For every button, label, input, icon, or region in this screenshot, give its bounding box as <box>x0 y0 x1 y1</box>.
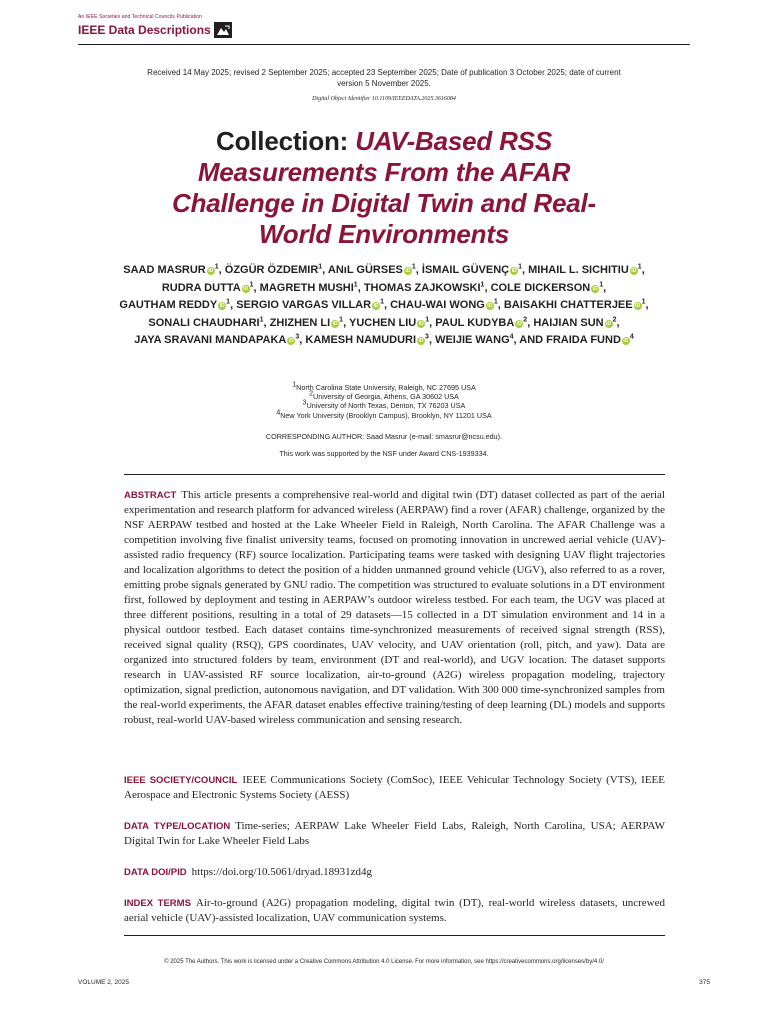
affiliations <box>200 383 568 420</box>
author-name: ANıL GÜRSES <box>327 264 403 276</box>
society-council <box>124 773 665 803</box>
publisher-line: An IEEE Societies and Technical Councils Publication <box>78 14 203 20</box>
orcid-icon[interactable]: iD <box>219 303 225 310</box>
author-affiliation-marker: 1 <box>411 263 416 271</box>
author-name: PAUL KUDYBA <box>435 316 515 329</box>
author-affiliation-marker: 1 <box>637 263 642 271</box>
author <box>435 317 527 329</box>
author-name: AND FRAIDA FUND <box>519 334 621 347</box>
author-name: GAUTHAM REDDY <box>119 299 218 312</box>
author-affiliation-marker: 1 <box>318 263 323 271</box>
publication-dates: Received 14 May 2025; revised 2 September 2025; accepted 23 September 2025; Date of publication 3 October 2025; date of current version 5 November 2025. <box>147 68 621 88</box>
orcid-icon[interactable]: iD <box>288 338 294 345</box>
author-name: COLE DICKERSON <box>490 281 591 294</box>
orcid-icon[interactable]: iD <box>631 268 637 274</box>
author-name: CHAU-WAI WONG <box>390 299 485 312</box>
author <box>528 264 642 276</box>
affiliation-line <box>200 411 568 420</box>
author <box>305 334 429 346</box>
author-affiliation-marker: 1 <box>339 316 344 324</box>
doi[interactable]: Digital Object Identifier 10.1109/IEEEDATA.2025.3616084 <box>312 96 456 102</box>
author-affiliation-marker: 1 <box>425 316 430 324</box>
orcid-icon[interactable]: iD <box>418 320 424 327</box>
author-name: BAISAKHI CHATTERJEE <box>503 299 633 312</box>
affiliation-text: North Carolina State University, Raleigh, NC 27695 USA <box>296 383 476 392</box>
author-name: THOMAS ZAJKOWSKI <box>363 281 481 294</box>
author-affiliation-marker: 1 <box>641 298 646 306</box>
title-main: UAV-Based RSS Measurements From the AFAR Challenge in Digital Twin and Real-World Environments <box>172 126 596 249</box>
author-affiliation-marker: 1 <box>518 263 523 271</box>
author-affiliation-marker: 3 <box>425 333 429 341</box>
affiliation-text: University of North Texas, Denton, TX 76203 USA <box>306 401 466 411</box>
author <box>491 282 604 294</box>
author-name: İSMAIL GÜVENÇ <box>421 264 510 276</box>
orcid-icon[interactable]: iD <box>418 338 424 345</box>
datatype-label: DATA TYPE/LOCATION <box>124 821 231 832</box>
author <box>349 317 429 329</box>
author-affiliation-marker: 1 <box>249 280 254 288</box>
header-rule <box>78 44 690 45</box>
author-affiliation-marker: 2 <box>612 316 617 324</box>
affiliation-number: 1 <box>292 381 297 389</box>
funding-note: This work was supported by the NSF under Award CNS-1939334. <box>279 449 489 458</box>
author-affiliation-marker: 1 <box>493 298 498 306</box>
section-rule <box>124 474 665 475</box>
orcid-icon[interactable]: iD <box>592 285 598 292</box>
affiliation-number: 4 <box>276 409 281 417</box>
author <box>119 299 230 311</box>
author-name: KAMESH NAMUDURI <box>305 334 417 347</box>
author <box>504 299 646 311</box>
indexterms-label: INDEX TERMS <box>124 898 191 909</box>
society-label: IEEE SOCIETY/COUNCIL <box>124 775 238 786</box>
author-name: SERGIO VARGAS VILLAR <box>236 299 372 312</box>
author <box>134 334 299 346</box>
orcid-icon[interactable]: iD <box>373 303 379 310</box>
orcid-icon[interactable]: iD <box>405 268 411 274</box>
author-affiliation-marker: 1 <box>259 316 264 324</box>
journal-name: IEEE Data Descriptions <box>78 23 211 37</box>
author-name: HAIJIAN SUN <box>533 316 604 329</box>
corresponding-author: CORRESPONDING AUTHOR: Saad Masrur (e-mail: smasrur@ncsu.edu). <box>265 432 503 441</box>
author <box>390 299 498 311</box>
author-affiliation-marker: 1 <box>214 263 219 271</box>
orcid-icon[interactable]: iD <box>511 268 517 274</box>
ieee-logo-icon <box>214 22 232 38</box>
author <box>236 299 384 311</box>
author-affiliation-marker: 1 <box>353 280 358 288</box>
author-name: YUCHEN LIU <box>348 316 417 329</box>
author-list: SAAD MASRUR $iD^1$, ÖZGÜR ÖZDEMIR$^1$, ANıL GÜRSES $iD^1$, İSMAIL GÜVENÇ $iD^1$, MIHAIL L. SICHITIU $iD^1$, RUDRA DUTTA $iD^1$, MAGRETH MUSHI$^1$, THOMAS ZAJKOWSKI$^1$, COLE DICKERSON $iD^1$, GAUTHAM REDDY $iD^1$, SERGIO VARGAS VILLAR $iD^1$, CHAU-WAI WONG $iD^1$, BAISAKHI CHATTERJEE $iD^1$, SONALI CHAUDHARI$^1$, ZHIZHEN LI $iD^1$, YUCHEN LIU $iD^1$, PAUL KUDYBA $iD^2$, HAIJIAN SUN $iD^2$, JAYA SRAVANI MANDAPAKA $iD^3$, KAMESH NAMUDURI $iD^3$, WEIJIE WANG$^4$, AND FRAIDA FUND $iD^4$ <box>119 263 649 347</box>
index-terms <box>124 896 665 926</box>
datadoi-label: DATA DOI/PID <box>124 867 187 878</box>
author-name: MIHAIL L. SICHITIU <box>528 264 629 276</box>
datatype-text: Time-series; AERPAW Lake Wheeler Field Labs, Raleigh, North Carolina, USA; AERPAW Digital Twin for Lake Wheeler Field Labs <box>124 820 665 847</box>
author <box>123 264 218 276</box>
orcid-icon[interactable]: iD <box>606 320 612 327</box>
affiliation-number: 3 <box>302 400 307 408</box>
author-name: MAGRETH MUSHI <box>259 281 354 294</box>
society-text: IEEE Communications Society (ComSoc), IEEE Vehicular Technology Society (VTS), IEEE Aerospace and Electronic Systems Society (AESS) <box>124 774 665 801</box>
abstract-label: ABSTRACT <box>124 490 177 501</box>
paper-title <box>170 126 598 250</box>
indexterms-text: Air-to-ground (A2G) propagation modeling, digital twin (DT), real-world wireless datasets, uncrewed aerial vehicle (UAV)-assisted localization, UAV communication systems. <box>124 897 665 924</box>
author-name: ÖZGÜR ÖZDEMIR <box>224 264 319 276</box>
author <box>148 317 263 329</box>
orcid-icon[interactable]: iD <box>516 320 522 327</box>
author-name: SONALI CHAUDHARI <box>148 316 260 329</box>
author-affiliation-marker: 4 <box>629 333 634 341</box>
author-affiliation-marker: 2 <box>523 316 528 324</box>
author-name: JAYA SRAVANI MANDAPAKA <box>134 334 287 347</box>
title-prefix: Collection: <box>216 126 349 156</box>
author-name: WEIJIE WANG <box>435 334 510 347</box>
orcid-icon[interactable]: iD <box>332 320 338 327</box>
volume-info: VOLUME 2, 2025 <box>78 979 129 986</box>
author <box>260 282 358 294</box>
author <box>519 334 634 346</box>
affiliation-line <box>200 401 568 410</box>
journal-header <box>78 14 232 38</box>
author-name: RUDRA DUTTA <box>161 281 241 294</box>
abstract <box>124 488 665 728</box>
data-doi <box>124 865 665 880</box>
author <box>533 317 616 329</box>
orcid-icon[interactable]: iD <box>243 285 249 292</box>
abstract-text: This article presents a comprehensive real-world and digital twin (DT) dataset collected as part of the aerial experimentation and research platform for advanced wireless (AERPAW) find a rover (AFAR) challenge, organized by the NSF AERPAW testbed and hosted at the Lake Wheeler Field in Raleigh, North Carolina. The AFAR Challenge was a competition involving five finalist university teams, focused on promoting innovation in uncrewed aerial vehicle (UAV)-assisted radio frequency (RF) source localization. Participating teams were tasked with designing UAV flight trajectories and localization algorithms to detect the position of a hidden unmanned ground vehicle (UGV), also referred to as a rover, emitting probe signals generated by GNU radio. The competition was structured to evaluate solutions in a DT environment first, followed by deployment and testing in AERPAW’s outdoor wireless testbed. For each team, the UGV was placed at three different positions, resulting in a total of 29 datasets—15 collected in a DT simulation environment and 14 in a physical outdoor testbed. Each dataset contains time-synchronized measurements of received signal strength (RSS), received signal quality (RSQ), GPS coordinates, UAV velocity, and UAV orientation (roll, pitch, and yaw). Data are organized into structured folders by team, environment (DT and real-world), and UGV location. The dataset supports research in UAV-assisted RF source localization, air-to-ground (A2G) wireless propagation modeling, trajectory optimization, signal prediction, autonomous navigation, and DT validation. With 300 000 time-synchronized samples from the real-world experiments, the AFAR dataset enables effective training/testing of deep learning (DL) models and supports robust, real-world UAV-based wireless communication and sensing research. <box>124 489 665 726</box>
data-type-location <box>124 819 665 849</box>
author <box>435 334 513 346</box>
datadoi-link[interactable]: https://doi.org/10.5061/dryad.18931zd4g <box>191 866 373 878</box>
author-name: SAAD MASRUR <box>123 264 206 276</box>
author <box>270 317 343 329</box>
affiliation-number: 2 <box>309 390 314 398</box>
author-affiliation-marker: 1 <box>599 280 604 288</box>
author <box>162 282 254 294</box>
author <box>422 264 522 276</box>
page-number: 375 <box>699 979 710 986</box>
author-affiliation-marker: 3 <box>295 333 300 341</box>
author-affiliation-marker: 1 <box>380 298 384 306</box>
orcid-icon[interactable]: iD <box>487 303 493 310</box>
author-affiliation-marker: 1 <box>480 280 485 288</box>
orcid-icon[interactable]: iD <box>635 303 641 310</box>
affiliation-text: New York University (Brooklyn Campus), Brooklyn, NY 11201 USA <box>280 410 492 420</box>
footer-rule <box>124 935 665 936</box>
author <box>328 264 416 276</box>
affiliation-text: University of Georgia, Athens, GA 30602 USA <box>313 392 459 402</box>
affiliation-line <box>200 383 568 392</box>
author-name: ZHIZHEN LI <box>269 316 331 329</box>
author-affiliation-marker: 4 <box>509 333 514 341</box>
orcid-icon[interactable]: iD <box>208 268 214 274</box>
orcid-icon[interactable]: iD <box>623 338 629 345</box>
author <box>225 264 322 276</box>
journal-row <box>78 22 232 38</box>
author <box>364 282 485 294</box>
license-note: © 2025 The Authors. This work is licensed under a Creative Commons Attribution 4.0 License. For more information, see https://creativecommons.org/licenses/by/4.0/ <box>164 959 604 965</box>
author-affiliation-marker: 1 <box>226 298 231 306</box>
